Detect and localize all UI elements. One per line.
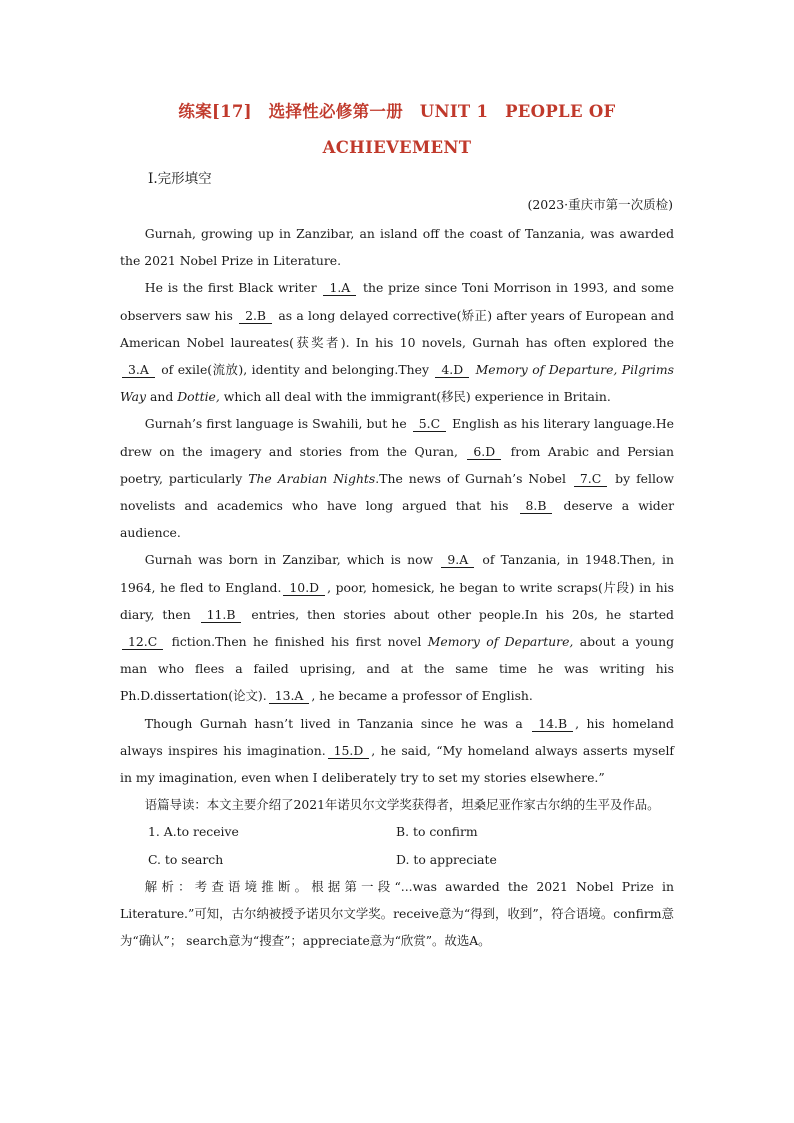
title-line-2: ACHIEVEMENT [322, 138, 472, 157]
answer-blank: 1.A [323, 280, 356, 296]
text-span: , he said, “My homeland always asserts myself in my imagination, even when I deliberately try to set my stories elsewhere.” [120, 742, 674, 786]
text-span: Gurnah, growing up in Zanzibar, an island off the coast of Tanzania, was awarded the 2021 Nobel Prize in Literature. [120, 226, 674, 269]
text-span: fiction.Then he finished his first novel [165, 634, 428, 650]
answer-blank: 15.D [328, 743, 370, 759]
text-span: from Arabic and Persian poetry, particularly [120, 443, 674, 486]
text-span: Gurnah was born in Zanzibar, which is now [144, 552, 440, 568]
answer-blank: 7.C [574, 471, 607, 487]
paragraph-4 [120, 546, 674, 709]
text-span: , poor, homesick, he began to write scraps(片段) in his diary, then [120, 579, 674, 622]
book-title: Memory of Departure, [427, 634, 574, 650]
option-a: 1. A.to receive [148, 824, 239, 840]
answer-blank: 14.B [532, 716, 573, 732]
answer-blank: 10.D [283, 580, 325, 596]
answer-blank: 5.C [413, 416, 446, 432]
text-span: English as his literary language.He drew on the imagery and stories from the Quran, [120, 416, 675, 459]
text-span: deserve a wider audience. [120, 498, 674, 541]
text-span: by fellow novelists and academics who have long argued that his [120, 470, 674, 514]
source-note: (2023·重庆市第一次质检) [527, 197, 673, 212]
passage-guide: 语篇导读：本文主要介绍了2021年诺贝尔文学奖获得者，坦桑尼亚作家古尔纳的生平及作品。 [144, 797, 660, 813]
text-span: of Tanzania, in 1948.Then, in 1964, he fled to England. [120, 552, 674, 595]
book-title: Dottie, [177, 389, 220, 405]
answer-blank: 8.B [520, 498, 553, 514]
paragraph-2 [120, 274, 674, 410]
section-heading: Ⅰ.完形填空 [148, 171, 212, 187]
answer-blank: 2.B [239, 308, 272, 324]
text-span: as a long delayed corrective(矫正) after years of European and American Nobel laureates(获奖者). In his 10 novels, Gurnah has often explored the [120, 307, 674, 350]
text-span: He is the first Black writer [144, 280, 322, 296]
answer-blank: 9.A [441, 552, 474, 568]
text-span: of exile(流放), identity and belonging.They [156, 362, 434, 378]
passage-body [120, 220, 674, 954]
answer-blank: 6.D [467, 444, 501, 460]
question-1-options [120, 818, 674, 872]
option-b: B. to confirm [396, 824, 478, 840]
answer-blank: 11.B [201, 607, 242, 623]
answer-analysis: 解析：考查语境推断。根据第一段“...was awarded the 2021 Nobel Prize in Literature.”可知，古尔纳被授予诺贝尔文学奖。receive意为“得到，收到”，符合语境。confirm意为“确认”； search意为“搜查”；appreciate意为“欣赏”。故选A。 [120, 878, 674, 949]
text-span: which all deal with the immigrant(移民) experience in Britain. [219, 389, 611, 405]
title-line-1: 练案[17] 选择性必修第一册 UNIT 1 PEOPLE OF [178, 102, 616, 121]
text-span: and [146, 389, 178, 405]
answer-blank: 12.C [122, 634, 163, 650]
text-span: entries, then stories about other people.In his 20s, he started [243, 606, 674, 622]
page-title [120, 94, 674, 166]
text-span: .The news of Gurnah’s Nobel [375, 470, 572, 486]
answer-blank: 13.A [269, 688, 310, 704]
paragraph-3 [120, 410, 674, 546]
text-span: Though Gurnah hasn’t lived in Tanzania since he was a [144, 715, 531, 731]
option-c: C. to search [148, 851, 224, 867]
text-span: the prize since Toni Morrison in 1993, and some observers saw his [120, 280, 674, 323]
text-span: , he became a professor of English. [311, 688, 533, 704]
text-span: , his homeland always inspires his imagination. [120, 715, 674, 758]
paragraph-1 [120, 220, 674, 274]
book-title: Memory of Departure, Pilgrims Way [120, 362, 674, 405]
book-title: The Arabian Nights [248, 470, 376, 486]
answer-blank: 3.A [122, 362, 155, 378]
answer-blank: 4.D [435, 362, 469, 378]
text-span: Gurnah’s first language is Swahili, but he [144, 416, 411, 432]
paragraph-5 [120, 710, 674, 792]
option-d: D. to appreciate [396, 851, 497, 867]
text-span: about a young man who flees a failed uprising, and at the same time he was writing his Ph.D.dissertation(论文). [120, 634, 675, 704]
